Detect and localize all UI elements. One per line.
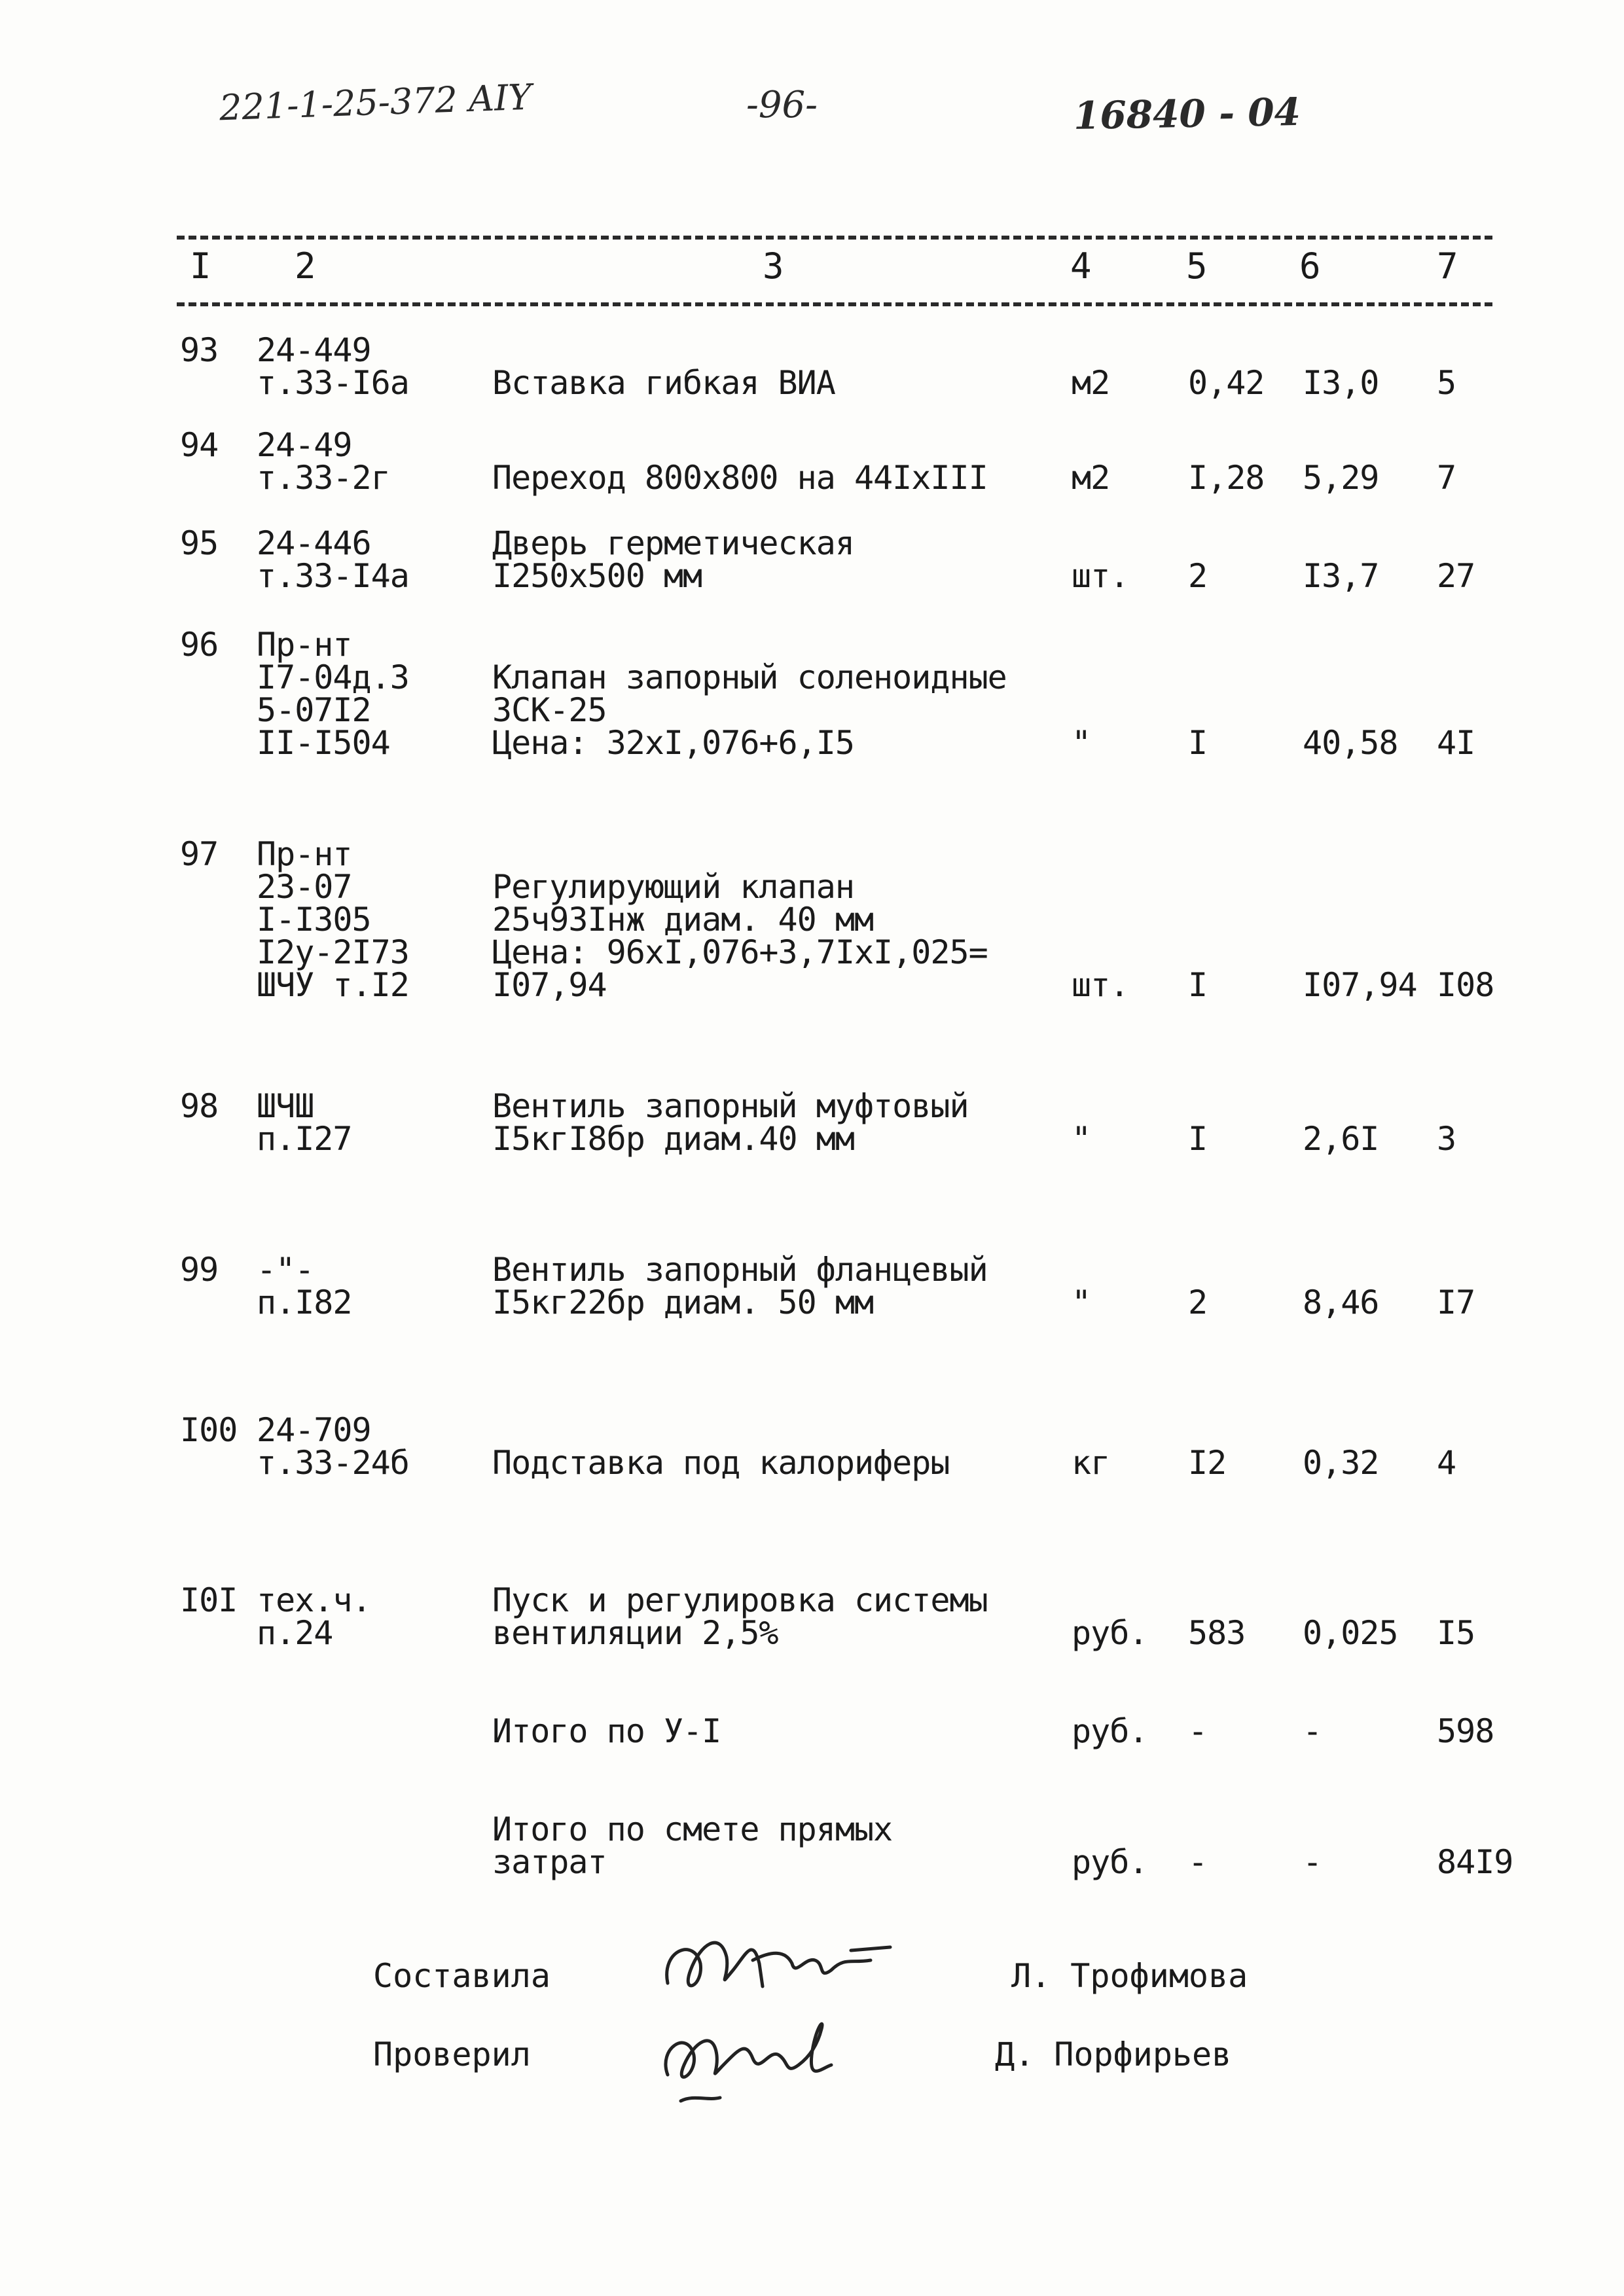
- row-reference: [257, 331, 409, 402]
- row-description-line: Подставка под калориферы: [492, 1444, 950, 1482]
- table-top-rule: [177, 236, 1492, 240]
- row-total: I08: [1437, 966, 1494, 1004]
- row-description: [492, 1444, 950, 1482]
- total-unit-price: -: [1303, 1843, 1322, 1881]
- column-header-2: 2: [295, 245, 316, 287]
- total-label: [492, 1810, 893, 1881]
- total-unit-price: -: [1303, 1712, 1322, 1750]
- table-header-rule: [177, 302, 1492, 306]
- row-quantity: 0,42: [1188, 364, 1265, 402]
- total-label: [492, 1712, 721, 1750]
- row-number: 98: [180, 1087, 219, 1125]
- row-description-line: I5кгI8бр диам.40 мм: [492, 1120, 854, 1158]
- row-quantity: I: [1188, 966, 1208, 1004]
- row-description-line: Регулирующий клапан: [492, 868, 854, 906]
- row-reference: [257, 1253, 352, 1319]
- row-total: 7: [1437, 459, 1456, 497]
- row-unit: шт.: [1072, 557, 1129, 595]
- row-unit-price: 0,025: [1303, 1614, 1398, 1652]
- row-reference-line: I2у-2I73: [257, 933, 409, 971]
- row-reference-line: 24-709: [257, 1411, 371, 1449]
- row-reference-line: тех.ч.: [257, 1581, 371, 1619]
- row-description-line: Цена: 32xI,076+6,I5: [492, 724, 854, 762]
- row-number: 97: [180, 835, 219, 873]
- row-reference: [257, 626, 409, 762]
- checked-by-label: Проверил: [373, 2036, 531, 2073]
- row-reference-line: ШЧУ т.I2: [257, 966, 409, 1004]
- row-total: I5: [1437, 1614, 1475, 1652]
- row-description-line: Пуск и регулировка системы: [492, 1581, 988, 1619]
- column-header-3: 3: [763, 245, 784, 287]
- row-description: [492, 459, 988, 497]
- column-header-1: I: [190, 245, 211, 287]
- total-amount: 598: [1437, 1712, 1494, 1750]
- row-reference: [257, 1087, 352, 1158]
- row-quantity: 2: [1188, 557, 1208, 595]
- row-description: [492, 1253, 988, 1319]
- row-unit-price: 40,58: [1303, 724, 1398, 762]
- row-unit: руб.: [1072, 1614, 1148, 1652]
- total-unit: руб.: [1072, 1712, 1148, 1750]
- checked-signature: [655, 2003, 890, 2114]
- row-reference-line: -"-: [257, 1251, 314, 1289]
- row-reference: [257, 1581, 371, 1652]
- row-description: [492, 524, 854, 595]
- row-description: [492, 868, 988, 1004]
- page-number: -96-: [746, 84, 818, 126]
- total-quantity: -: [1188, 1712, 1208, 1750]
- row-unit: ": [1072, 724, 1091, 762]
- row-reference-line: п.24: [257, 1614, 333, 1652]
- row-description-line: ЗСК-25: [492, 691, 607, 729]
- row-description-line: 25ч93Iнж диам. 40 мм: [492, 901, 874, 939]
- row-unit: м2: [1072, 459, 1110, 497]
- row-total: 5: [1437, 364, 1456, 402]
- row-quantity: I: [1188, 724, 1208, 762]
- row-quantity: I: [1188, 1120, 1208, 1158]
- row-description-line: I5кг22бр диам. 50 мм: [492, 1283, 874, 1321]
- row-reference-line: 24-446: [257, 524, 371, 562]
- row-description-line: вентиляции 2,5%: [492, 1614, 778, 1652]
- row-reference-line: п.I27: [257, 1120, 352, 1158]
- row-unit-price: I3,0: [1303, 364, 1379, 402]
- row-reference-line: I7-04д.3: [257, 658, 409, 696]
- column-header-4: 4: [1070, 245, 1092, 287]
- row-reference-line: п.I82: [257, 1283, 352, 1321]
- row-number: I00: [180, 1411, 238, 1449]
- row-reference-line: 5-07I2: [257, 691, 371, 729]
- row-reference-line: т.33-24б: [257, 1444, 409, 1482]
- row-reference-line: I-I305: [257, 901, 371, 939]
- row-description-line: Цена: 96xI,076+3,7IxI,025=: [492, 933, 988, 971]
- row-total: 4I: [1437, 724, 1475, 762]
- column-header-6: 6: [1299, 245, 1321, 287]
- document-code: 221-1-25-372 AIY: [219, 76, 533, 129]
- column-header-5: 5: [1186, 245, 1208, 287]
- row-number: 99: [180, 1251, 219, 1289]
- row-description-line: Дверь герметическая: [492, 524, 854, 562]
- total-quantity: -: [1188, 1843, 1208, 1881]
- row-description-line: Переход 800x800 на 44IxIII: [492, 459, 988, 497]
- row-reference-line: Пр-нт: [257, 835, 352, 873]
- row-number: I0I: [180, 1581, 238, 1619]
- row-description-line: Вентиль запорный муфтовый: [492, 1087, 969, 1125]
- row-description-line: Вентиль запорный фланцевый: [492, 1251, 988, 1289]
- row-number: 95: [180, 524, 219, 562]
- row-unit: ": [1072, 1283, 1091, 1321]
- row-quantity: 583: [1188, 1614, 1246, 1652]
- row-unit: ": [1072, 1120, 1091, 1158]
- row-number: 93: [180, 331, 219, 369]
- row-reference-line: 23-07: [257, 868, 352, 906]
- row-unit-price: 2,6I: [1303, 1120, 1379, 1158]
- row-description-line: I07,94: [492, 966, 607, 1004]
- total-amount: 84I9: [1437, 1843, 1513, 1881]
- row-description: [492, 1581, 988, 1652]
- row-reference-line: 24-49: [257, 426, 352, 464]
- row-description: [492, 364, 835, 402]
- row-quantity: I2: [1188, 1444, 1227, 1482]
- checked-by-name: Д. Порфирьев: [995, 2036, 1232, 2073]
- row-unit-price: 8,46: [1303, 1283, 1379, 1321]
- row-reference-line: Пр-нт: [257, 626, 352, 664]
- row-unit-price: 5,29: [1303, 459, 1379, 497]
- row-reference: [257, 426, 390, 497]
- row-unit-price: I07,94: [1303, 966, 1417, 1004]
- row-total: 27: [1437, 557, 1475, 595]
- row-total: I7: [1437, 1283, 1475, 1321]
- row-description: [492, 658, 1007, 762]
- row-quantity: 2: [1188, 1283, 1208, 1321]
- row-unit: кг: [1072, 1444, 1110, 1482]
- row-reference-line: т.33-2г: [257, 459, 390, 497]
- row-description-line: Клапан запорный соленоидные: [492, 658, 1007, 696]
- row-reference: [257, 835, 409, 1004]
- total-label-line: Итого по смете прямых: [492, 1810, 893, 1848]
- row-reference-line: т.33-I4а: [257, 557, 409, 595]
- row-reference-line: ШЧШ: [257, 1087, 314, 1125]
- row-reference-line: 24-449: [257, 331, 371, 369]
- compiled-by-name: Л. Трофимова: [1011, 1957, 1248, 1995]
- row-reference-line: т.33-I6а: [257, 364, 409, 402]
- column-header-7: 7: [1437, 245, 1458, 287]
- row-quantity: I,28: [1188, 459, 1265, 497]
- row-reference: [257, 1411, 409, 1482]
- row-unit: м2: [1072, 364, 1110, 402]
- row-total: 3: [1437, 1120, 1456, 1158]
- row-description-line: I250x500 мм: [492, 557, 702, 595]
- row-total: 4: [1437, 1444, 1456, 1482]
- compiled-signature: [655, 1924, 929, 2009]
- row-reference-line: II-I504: [257, 724, 390, 762]
- row-number: 94: [180, 426, 219, 464]
- row-number: 96: [180, 626, 219, 664]
- total-label-line: Итого по У-I: [492, 1712, 721, 1750]
- total-unit: руб.: [1072, 1843, 1148, 1881]
- row-unit-price: I3,7: [1303, 557, 1379, 595]
- total-label-line: затрат: [492, 1843, 607, 1881]
- row-reference: [257, 524, 409, 595]
- row-unit: шт.: [1072, 966, 1129, 1004]
- document-number: 16840 - 04: [1073, 89, 1301, 139]
- row-unit-price: 0,32: [1303, 1444, 1379, 1482]
- row-description: [492, 1087, 969, 1158]
- row-description-line: Вставка гибкая ВИА: [492, 364, 835, 402]
- compiled-by-label: Составила: [373, 1957, 550, 1995]
